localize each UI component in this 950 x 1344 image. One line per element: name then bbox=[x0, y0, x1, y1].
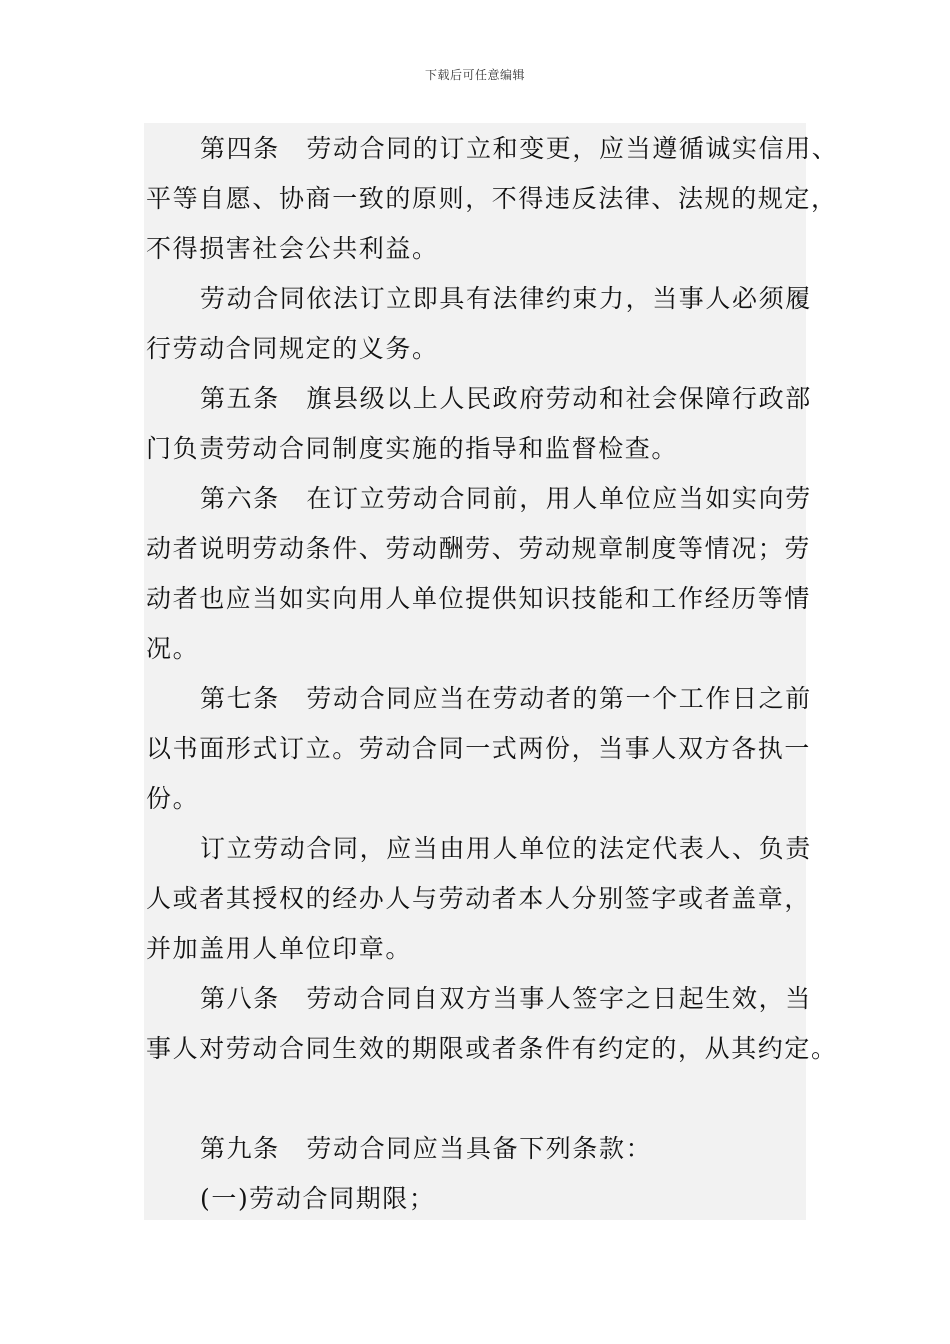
article-7-para-2-line-2: 人或者其授权的经办人与劳动者本人分别签字或者盖章， bbox=[146, 884, 812, 913]
article-7-line-3: 份。 bbox=[146, 784, 200, 813]
document-body bbox=[146, 124, 839, 1224]
article-5-line-1: 第五条 旗县级以上人民政府劳动和社会保障行政部 bbox=[200, 384, 812, 413]
article-6-line-4: 况。 bbox=[146, 634, 200, 663]
article-5-line-2: 门负责劳动合同制度实施的指导和监督检查。 bbox=[146, 434, 679, 463]
article-4-para-2-line-1: 劳动合同依法订立即具有法律约束力，当事人必须履 bbox=[200, 284, 812, 313]
article-4-line-2: 平等自愿、协商一致的原则，不得违反法律、法规的规定， bbox=[146, 184, 838, 213]
article-6-line-3: 动者也应当如实向用人单位提供知识技能和工作经历等情 bbox=[146, 584, 812, 613]
article-8-line-1: 第八条 劳动合同自双方当事人签字之日起生效，当 bbox=[200, 984, 812, 1013]
article-4-para-2-line-2: 行劳动合同规定的义务。 bbox=[146, 334, 439, 363]
article-7-line-1: 第七条 劳动合同应当在劳动者的第一个工作日之前 bbox=[200, 684, 812, 713]
article-7-para-2-line-1: 订立劳动合同，应当由用人单位的法定代表人、负责 bbox=[200, 834, 812, 863]
article-6-line-1: 第六条 在订立劳动合同前，用人单位应当如实向劳 bbox=[200, 484, 812, 513]
article-4-line-1: 第四条 劳动合同的订立和变更，应当遵循诚实信用、 bbox=[200, 134, 839, 163]
article-6-line-2: 动者说明劳动条件、劳动酬劳、劳动规章制度等情况；劳 bbox=[146, 534, 812, 563]
article-8-line-2: 事人对劳动合同生效的期限或者条件有约定的，从其约定。 bbox=[146, 1034, 838, 1063]
article-4-line-3: 不得损害社会公共利益。 bbox=[146, 234, 439, 263]
article-9-line-1: 第九条 劳动合同应当具备下列条款： bbox=[200, 1134, 653, 1163]
article-7-line-2: 以书面形式订立。劳动合同一式两份，当事人双方各执一 bbox=[146, 734, 812, 763]
page-header-note: 下载后可任意编辑 bbox=[424, 68, 525, 82]
paragraph-gap bbox=[146, 1074, 808, 1124]
article-7-para-2-line-3: 并加盖用人单位印章。 bbox=[146, 934, 413, 963]
article-9-item-1: (一)劳动合同期限； bbox=[200, 1184, 436, 1213]
